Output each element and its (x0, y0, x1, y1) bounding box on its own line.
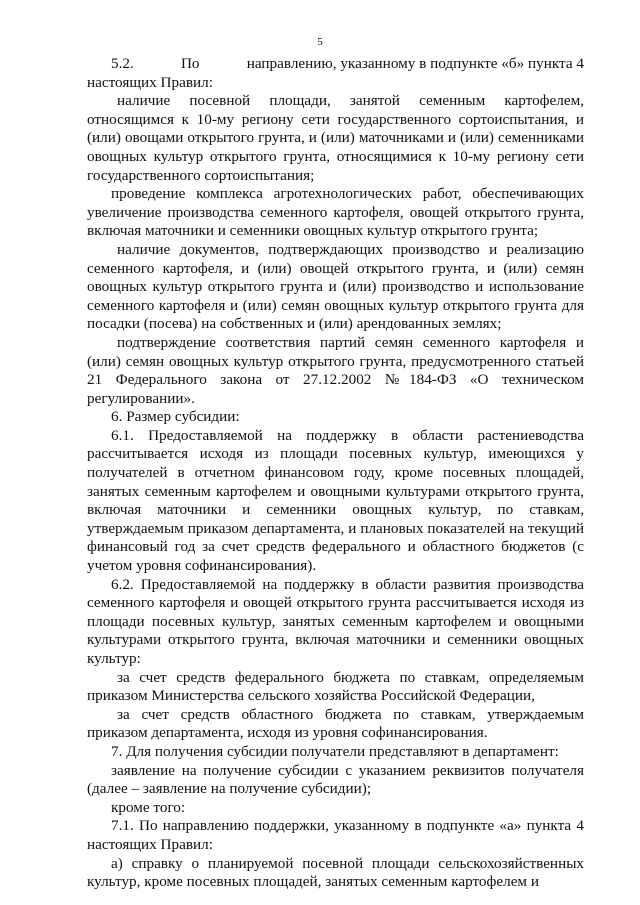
paragraph: проведение комплекса агротехнологических работ, обеспечивающих увеличение производства семенного картофеля, овощей открытого грунта, включая маточники и семенники овощных культур открытого грунта; (87, 185, 584, 240)
section-heading: 6. Размер субсидии: (111, 408, 240, 426)
paragraph: 7.1. По направлению поддержки, указанному в подпункте «а» пункта 4 настоящих Правил: (87, 817, 584, 853)
paragraph: 6.2. Предоставляемой на поддержку в области развития производства семенного картофеля и овощей открытого грунта рассчитывается исходя из площади посевных культур, занятых семенным картофелем и овощными культурами открытого грунта, включая маточники и семенники овощных культур: (87, 575, 584, 667)
paragraph: 6.1. Предоставляемой на поддержку в области растениеводства рассчитывается исходя из площади посевных культур, имеющихся у получателей в отчетном финансовом году, кроме посевных площадей, занятых семенным картофелем и овощными культурами открытого грунта, включая маточники и семенники овощных культур, по ставкам, утверждаемым приказом департамента, и плановых показателей на текущий финансовый год за счет средств федерального и областного бюджетов (с учетом уровня софинансирования). (87, 426, 584, 575)
paragraph: подтверждение соответствия партий семян семенного картофеля и (или) семян овощных культур открытого грунта, предусмотренного статьей 21 Федерального закона от 27.12.2002 №184-ФЗ «О техническом регулировании». (87, 333, 584, 407)
paragraph: наличие документов, подтверждающих производство и реализацию семенного картофеля, и (или) овощей открытого грунта, и (или) семян овощных культур открытого грунта и (или) производство и использование семенного картофеля и (или) семян овощных культур открытого грунта для посадки (посева) на собственных и (или) арендованных землях; (87, 240, 584, 333)
heading-continuation: настоящих Правил: (87, 73, 213, 91)
document-body (87, 55, 584, 892)
paragraph: кроме того: (111, 798, 186, 816)
heading-text: направлению, указанному в подпункте «б» пункта 4 (246, 55, 584, 72)
paragraph: заявление на получение субсидии с указанием реквизитов получателя (далее – заявление на получение субсидии); (87, 761, 584, 798)
paragraph: 7. Для получения субсидии получатели представляют в департамент: (111, 742, 559, 760)
page-number: 5 (317, 36, 323, 48)
paragraph: за счет средств федерального бюджета по ставкам, определяемым приказом Министерства сельского хозяйства Российской Федерации, (87, 668, 584, 705)
paragraph: наличие посевной площади, занятой семенным картофелем, относящимся к 10-му региону сети государственного сортоиспытания, и (или) овощами открытого грунта, и (или) маточниками и (или) семенниками овощных культур открытого грунта, относящимися к 10-му региону сети государственного сортоиспытания; (87, 92, 584, 184)
section-5-2-heading (87, 55, 584, 74)
section-number: 5.2. (111, 55, 134, 72)
heading-word: По (180, 55, 200, 72)
paragraph: за счет средств областного бюджета по ставкам, утверждаемым приказом департамента, исходя из уровня софинансирования. (87, 705, 584, 742)
paragraph: а) справку о планируемой посевной площади сельскохозяйственных культур, кроме посевных площадей, занятых семенным картофелем и (87, 854, 584, 891)
